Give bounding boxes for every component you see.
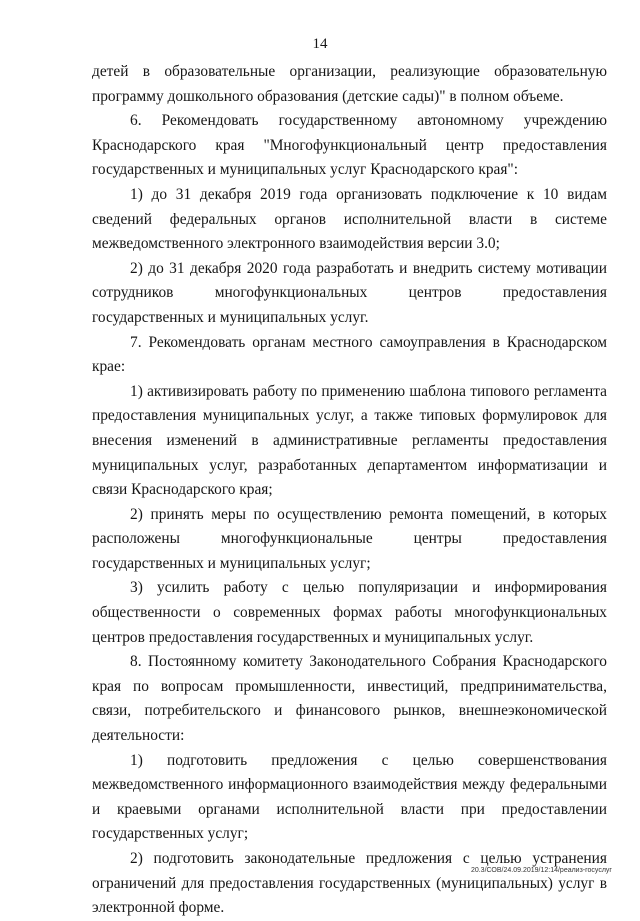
paragraph-continuation: детей в образовательные организации, реализующие образовательную программу дошкольного образования (детские сады)" в полном объеме.: [92, 63, 607, 105]
paragraph-item-7: 7. Рекомендовать органам местного самоуправления в Краснодарском крае:: [92, 333, 607, 376]
paragraph-item-8: 8. Постоянному комитету Законодательного Собрания Краснодарского края по вопросам промышленности, инвестиций, предпринимательства, связи, потребительского и финансового рынков, внешнеэкономической деятельности:: [92, 653, 607, 745]
paragraph-item-6: 6. Рекомендовать государственному автономному учреждению Краснодарского края "Многофункциональный центр предоставления государственных и муниципальных услуг Краснодарского края":: [92, 112, 607, 179]
paragraph-item-7-3: 3) усилить работу с целью популяризации и информирования общественности о современных формах работы многофункциональных центров предоставления государственных и муниципальных услуг.: [92, 579, 607, 646]
paragraph-item-8-2: 2) подготовить законодательные предложения с целью устранения ограничений для предоставления государственных (муниципальных) услуг в электронной форме.: [92, 850, 607, 917]
paragraph-item-7-2: 2) принять меры по осуществлению ремонта помещений, в которых расположены многофункциональные центры предоставления государственных и муниципальных услуг;: [92, 505, 607, 572]
document-code: 20.3/СОВ/24.09.2019/12:14/реализ-госуслуг: [470, 867, 612, 874]
paragraph-item-7-1: 1) активизировать работу по применению шаблона типового регламента предоставления муниципальных услуг, а также типовых формулировок для внесения изменений в административные регламенты предоставления муниципальных услуг, разработанных департаментом информатизации и связи Краснодарского края;: [92, 382, 607, 499]
paragraph-item-8-1: 1) подготовить предложения с целью совершенствования межведомственного информационного взаимодействия между федеральными и краевыми органами исполнительной власти при предоставлении государственных услуг;: [92, 751, 607, 843]
paragraph-item-6-1: 1) до 31 декабря 2019 года организовать подключение к 10 видам сведений федеральных органов исполнительной власти в системе межведомственного электронного взаимодействия версии 3.0;: [92, 185, 607, 253]
page-number: 14: [312, 36, 328, 52]
paragraph-item-6-2: 2) до 31 декабря 2020 года разработать и внедрить систему мотивации сотрудников многофункциональных центров предоставления государственных и муниципальных услуг.: [92, 259, 607, 326]
document-body: [92, 60, 607, 921]
